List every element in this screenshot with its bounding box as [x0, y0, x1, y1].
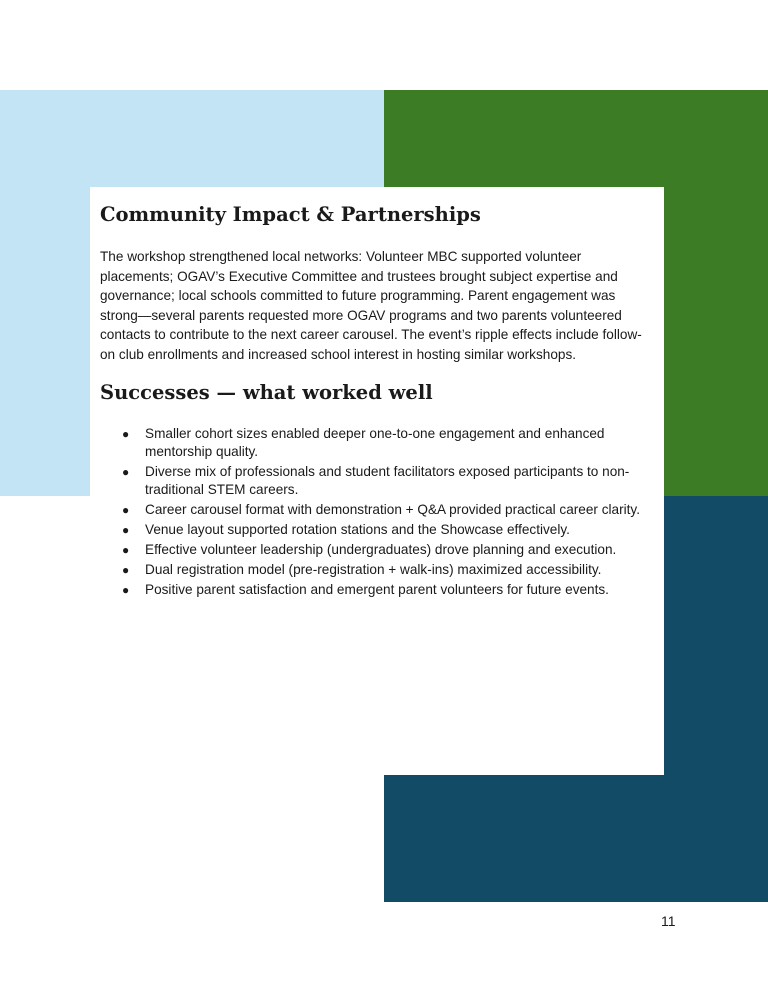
bullet-icon: ● [122, 542, 130, 557]
bullet-icon: ● [122, 522, 130, 537]
list-item [100, 463, 644, 499]
bullet-icon: ● [122, 502, 130, 517]
list-item-text: Diverse mix of professionals and student facilitators exposed participants to non-traditional STEM careers. [145, 463, 630, 497]
community-paragraph: The workshop strengthened local networks: Volunteer MBC supported volunteer placements; OGAV’s Executive Committee and trustees brought subject expertise and governance; local schools committed to future programming. Parent engagement was strong—several parents requested more OGAV programs and two parents volunteered contacts to contribute to the next career carousel. The event’s ripple effects include follow-on club enrollments and increased school interest in hosting similar workshops. [100, 249, 642, 362]
bullet-icon: ● [122, 582, 130, 597]
list-item-text: Dual registration model (pre-registration + walk-ins) maximized accessibility. [145, 561, 602, 577]
bullet-icon: ● [122, 562, 130, 577]
list-item [100, 581, 644, 599]
successes-list [100, 425, 644, 599]
list-item [100, 501, 644, 519]
section-heading-successes: Successes — what worked well [100, 380, 433, 404]
content-card [90, 187, 664, 775]
list-item-text: Venue layout supported rotation stations and the Showcase effectively. [145, 521, 570, 537]
list-item-text: Smaller cohort sizes enabled deeper one-to-one engagement and enhanced mentorship quality. [145, 425, 605, 459]
list-item-text: Career carousel format with demonstration + Q&A provided practical career clarity. [145, 501, 640, 517]
list-item [100, 425, 644, 461]
bullet-icon: ● [122, 464, 130, 479]
section-heading-community: Community Impact & Partnerships [100, 203, 481, 226]
list-item [100, 561, 644, 579]
page-number: 11 [661, 913, 676, 929]
list-item-text: Positive parent satisfaction and emergent parent volunteers for future events. [145, 581, 609, 597]
list-item [100, 541, 644, 559]
bullet-icon: ● [122, 426, 130, 441]
list-item [100, 521, 644, 539]
list-item-text: Effective volunteer leadership (undergraduates) drove planning and execution. [145, 541, 617, 557]
